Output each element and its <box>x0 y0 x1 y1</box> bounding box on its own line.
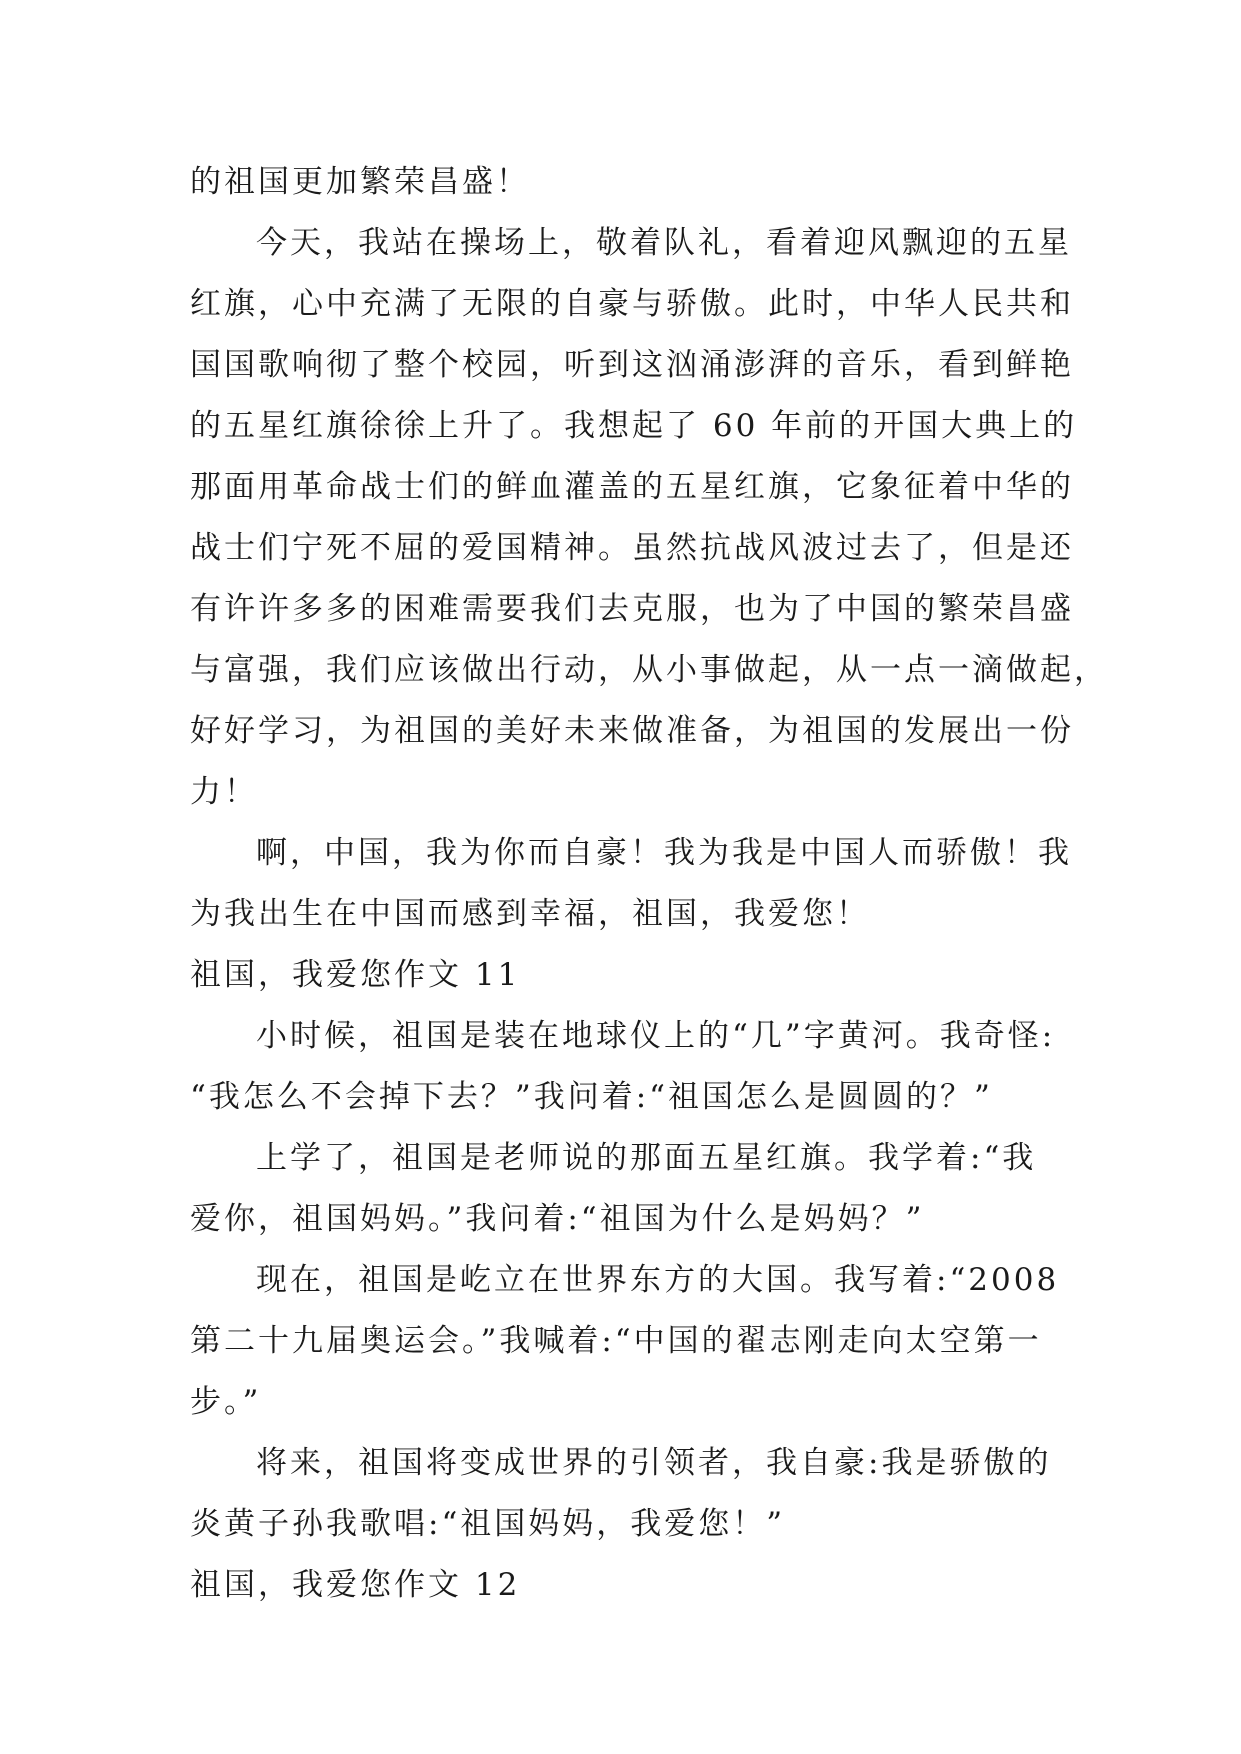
paragraph-first-line: 将来，祖国将变成世界的引领者，我自豪:我是骄傲的 <box>256 1445 1052 1481</box>
text-line: 的祖国更加繁荣昌盛！ <box>190 164 530 200</box>
document-body <box>190 152 1108 1616</box>
text-line: 红旗，心中充满了无限的自豪与骄傲。此时，中华人民共和 <box>190 286 1074 322</box>
text-line: 第二十九届奥运会。”我喊着:“中国的翟志刚走向太空第一 <box>190 1323 1042 1359</box>
paragraph-first-line: 啊，中国，我为你而自豪！我为我是中国人而骄傲！我 <box>256 835 1072 871</box>
text-line: 好好学习，为祖国的美好未来做准备，为祖国的发展出一份 <box>190 713 1074 749</box>
paragraph-first-line: 上学了，祖国是老师说的那面五星红旗。我学着:“我 <box>256 1140 1037 1176</box>
text-line: 那面用革命战士们的鲜血灌盖的五星红旗，它象征着中华的 <box>190 469 1074 505</box>
text-line: 炎黄子孙我歌唱:“祖国妈妈，我爱您！” <box>190 1506 786 1542</box>
text-line: 的五星红旗徐徐上升了。我想起了 60 年前的开国大典上的 <box>190 408 1078 444</box>
paragraph-first-line: 小时候，祖国是装在地球仪上的“几”字黄河。我奇怪: <box>256 1018 1056 1054</box>
text-line: 步。” <box>190 1384 262 1420</box>
text-line: 国国歌响彻了整个校园，听到这汹涌澎湃的音乐，看到鲜艳 <box>190 347 1074 383</box>
text-line: “我怎么不会掉下去？”我问着:“祖国怎么是圆圆的？” <box>190 1079 993 1115</box>
section-heading: 祖国，我爱您作文 11 <box>190 957 521 993</box>
paragraph-first-line: 今天，我站在操场上，敬着队礼，看着迎风飘迎的五星 <box>256 225 1072 261</box>
text-line: 与富强，我们应该做出行动，从小事做起，从一点一滴做起， <box>190 652 1108 688</box>
paragraph-first-line: 现在，祖国是屹立在世界东方的大国。我写着:“2008 <box>256 1262 1060 1298</box>
text-line: 爱你，祖国妈妈。”我问着:“祖国为什么是妈妈？” <box>190 1201 925 1237</box>
section-heading: 祖国，我爱您作文 12 <box>190 1567 521 1603</box>
text-line: 为我出生在中国而感到幸福，祖国，我爱您！ <box>190 896 870 932</box>
text-line: 有许许多多的困难需要我们去克服，也为了中国的繁荣昌盛 <box>190 591 1074 627</box>
text-line: 战士们宁死不屈的爱国精神。虽然抗战风波过去了，但是还 <box>190 530 1074 566</box>
text-line: 力！ <box>190 774 258 810</box>
